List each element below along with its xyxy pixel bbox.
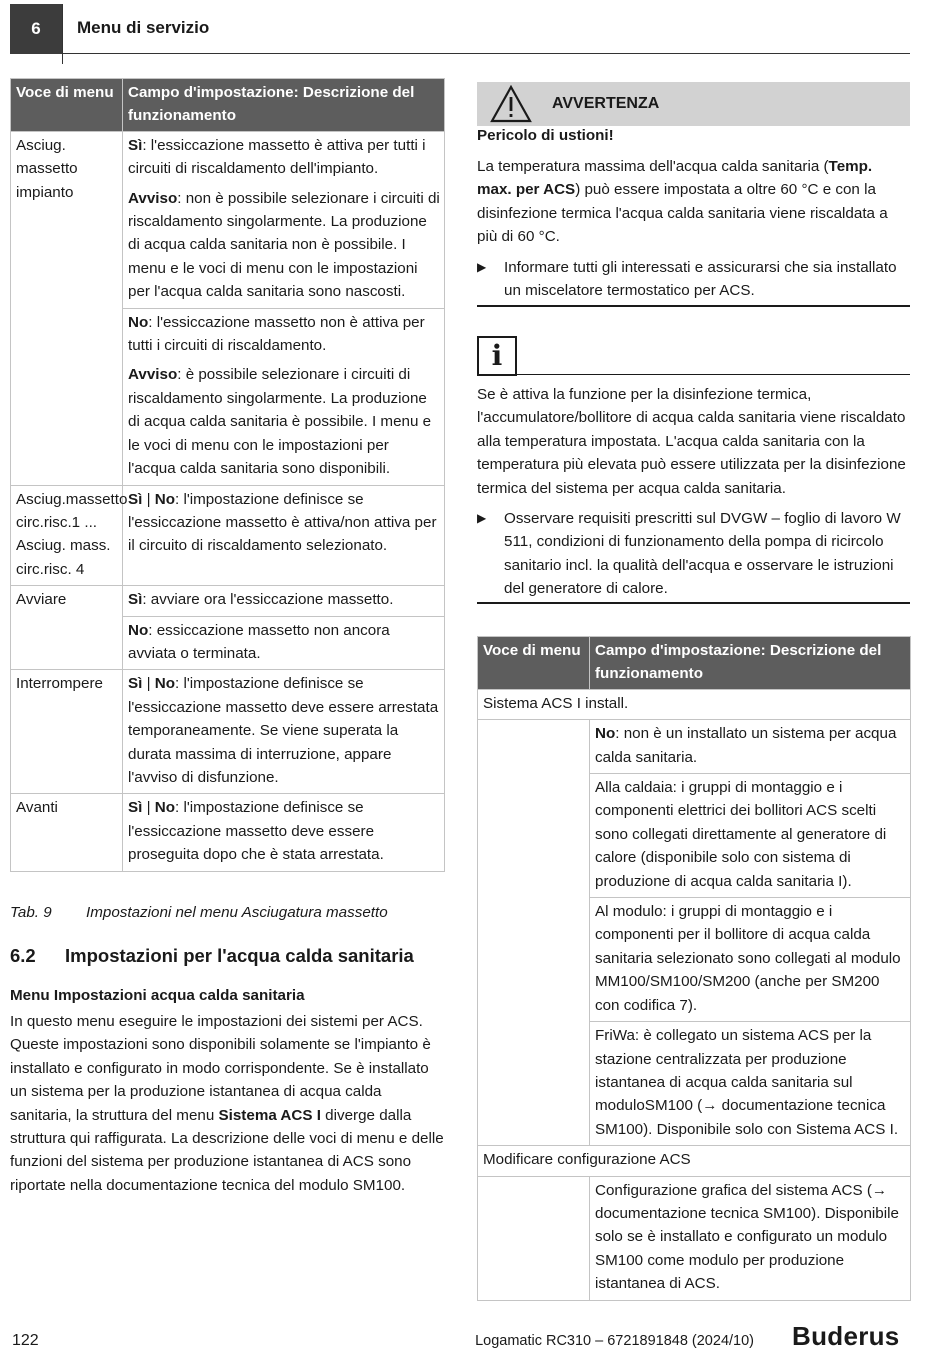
option-text: : l'impostazione definisce se l'essiccazione massetto è attiva/non attiva per il circuito di riscaldamento selezionato.: [128, 490, 437, 555]
warning-end-rule: [477, 305, 910, 307]
separator: |: [142, 799, 155, 817]
warning-text: [477, 155, 907, 249]
option-text: : non è un installato un sistema per acqua calda sanitaria.: [595, 725, 897, 766]
chapter-number: 6: [10, 4, 62, 54]
warning-triangle-icon: [490, 85, 532, 123]
warning-heading: Pericolo di ustioni!: [477, 127, 614, 144]
table-header-row: [478, 637, 911, 690]
warning-action-item: [477, 256, 910, 303]
table-caption-number: Tab. 9: [10, 904, 52, 921]
empty-cell: [478, 720, 590, 1146]
warning-banner: [477, 82, 910, 126]
description-cell: Al modulo: i gruppi di montaggio e i componenti per il bollitore di acqua calda sanitaria selezionato sono collegati al modulo MM100/SM100/SM200 (anche per SM200 con codifica 7).: [590, 898, 911, 1022]
action-text: Osservare requisiti prescritti sul DVGW – foglio di lavoro W 511, condizioni di funzionamento della pompa di ricircolo sanitario incl. la qualità dell'acqua e osservare le istruzioni del generatore di calore.: [504, 510, 901, 598]
menu-item-cell: Asciug. massetto impianto: [11, 131, 123, 485]
info-rule: [517, 374, 910, 375]
document-reference: Logamatic RC310 – 6721891848 (2024/10): [475, 1333, 754, 1349]
notice-label: Avviso: [128, 366, 178, 384]
section-body-text: [10, 1010, 444, 1197]
paragraph: [128, 187, 440, 304]
description-cell: [123, 794, 445, 871]
section-heading: [10, 944, 414, 967]
option-text: : l'impostazione definisce se l'essiccazione massetto deve essere arrestata temporaneamente. Se viene superata la durata massima di interruzione, appare l'avviso di disfunzione.: [128, 675, 439, 786]
option-text: : essiccazione massetto non ancora avviata o terminata.: [128, 621, 390, 662]
table-dhw-settings: [477, 636, 911, 1301]
info-icon: i: [477, 336, 517, 376]
subsection-heading: Menu Impostazioni acqua calda sanitaria: [10, 987, 305, 1004]
bullet-triangle-icon: ▶: [477, 260, 487, 274]
description-cell: [123, 616, 445, 670]
option-yes: Sì: [128, 675, 143, 693]
bullet-triangle-icon: ▶: [477, 511, 487, 525]
separator: |: [142, 490, 155, 508]
action-text: Informare tutti gli interessati e assicurarsi che sia installato un miscelatore termostatico per ACS.: [504, 259, 897, 300]
option-no: No: [595, 725, 616, 743]
table-group-row: [478, 1146, 911, 1176]
menu-item-cell: Sistema ACS I install.: [478, 689, 911, 719]
menu-item-cell: Asciug.massetto circ.risc.1 ... Asciug. mass. circ.risc. 4: [11, 485, 123, 586]
text-run: ) può essere impostata a oltre 60 °C e con la disinfezione termica l'acqua calda sanitaria viene riscaldata a più di 60 °C.: [477, 181, 888, 246]
paragraph: [128, 311, 440, 358]
page-title: Menu di servizio: [77, 18, 210, 37]
table-row: [11, 485, 445, 586]
warning-label: AVVERTENZA: [552, 95, 660, 112]
notice-text: : non è possibile selezionare i circuiti di riscaldamento singolarmente. La produzione di acqua calda sanitaria non è possibile. I menu e le voci di menu con le impostazioni per l'acqua calda sanitaria sono nascosti.: [128, 189, 440, 301]
header-rule: [62, 53, 910, 54]
column-header-menu-item: Voce di menu: [11, 79, 123, 132]
table-row: [11, 794, 445, 871]
column-header-description: Campo d'impostazione: Descrizione del funzionamento: [123, 79, 445, 132]
menu-item-cell: Avviare: [11, 586, 123, 670]
table-row: [11, 586, 445, 616]
notice-text: : è possibile selezionare i circuiti di riscaldamento singolarmente. La produzione di acqua calda sanitaria è possibile. I menu e le voci di menu con le impostazioni per l'acqua calda sanitaria sono disponibili.: [128, 366, 432, 478]
menu-item-cell: Modificare configurazione ACS: [478, 1146, 911, 1176]
description-cell: [123, 308, 445, 485]
table-row: [11, 670, 445, 794]
option-text: : l'essiccazione massetto è attiva per tutti i circuiti di riscaldamento dell'impianto.: [128, 136, 426, 178]
menu-reference: Sistema ACS I: [218, 1106, 321, 1124]
brand-logo: Buderus: [792, 1321, 900, 1351]
description-cell: [123, 586, 445, 616]
section-title: Impostazioni per l'acqua calda sanitaria: [65, 945, 414, 966]
column-header-description: Campo d'impostazione: Descrizione del funzionamento: [590, 637, 911, 690]
option-yes: Sì: [128, 591, 143, 609]
notice-label: Avviso: [128, 189, 178, 207]
section-number: 6.2: [10, 945, 36, 966]
option-yes: Sì: [128, 490, 143, 508]
option-no: No: [154, 490, 175, 508]
option-text: : l'impostazione definisce se l'essiccazione massetto deve essere proseguita dopo che è stata arrestata.: [128, 799, 384, 864]
paragraph: [128, 363, 440, 480]
table-caption-text: Impostazioni nel menu Asciugatura massetto: [86, 904, 388, 921]
table-row: [478, 1176, 911, 1300]
table-row: [478, 720, 911, 774]
option-text: : avviare ora l'essiccazione massetto.: [142, 591, 394, 609]
table-group-row: [478, 689, 911, 719]
option-no: No: [128, 313, 149, 331]
empty-cell: [478, 1176, 590, 1300]
info-action-item: [477, 507, 910, 601]
table-screed-drying-settings: [10, 78, 445, 872]
description-cell: [123, 485, 445, 586]
header-divider: [62, 4, 63, 64]
menu-item-cell: Avanti: [11, 794, 123, 871]
column-header-menu-item: Voce di menu: [478, 637, 590, 690]
table-row: [11, 131, 445, 308]
table-caption: [10, 901, 388, 924]
paragraph: [128, 134, 440, 181]
menu-item-cell: Interrompere: [11, 670, 123, 794]
text-run: diverge dalla struttura qui raffigurata. La descrizione delle voci di menu e delle funzioni del sistema per produzione istantanea di ACS sono riportate nella documentazione tecnica del modulo SM100.: [10, 1106, 444, 1194]
info-text: Se è attiva la funzione per la disinfezione termica, l'accumulatore/bollitore di acqua calda sanitaria viene riscaldato alla temperatura impostata. L'acqua calda sanitaria con la temperatura più elevata può essere utilizzata per la disinfezione termica del sistema per acqua calda sanitaria.: [477, 386, 906, 497]
info-end-rule: [477, 602, 910, 604]
menu-reference: Temp. max. per ACS: [477, 158, 873, 199]
description-cell: [590, 720, 911, 774]
description-cell: [123, 670, 445, 794]
description-cell: [123, 131, 445, 308]
separator: |: [142, 675, 155, 693]
table-header-row: [11, 79, 445, 132]
option-no: No: [128, 621, 149, 639]
option-text: : l'essiccazione massetto non è attiva per tutti i circuiti di riscaldamento.: [128, 313, 425, 355]
description-cell: FriWa: è collegato un sistema ACS per la stazione centralizzata per produzione istantanea di acqua calda sanitaria sul moduloSM100 (→ documentazione tecnica SM100). Disponibile solo con Sistema ACS I.: [590, 1022, 911, 1146]
page-number: 122: [12, 1332, 39, 1349]
option-yes: Sì: [128, 136, 143, 154]
description-cell: Configurazione grafica del sistema ACS (→ documentazione tecnica SM100). Disponibile solo se è installato e configurato un modulo SM100 come modulo per produzione istantanea di ACS.: [590, 1176, 911, 1300]
option-no: No: [154, 799, 175, 817]
text-run: La temperatura massima dell'acqua calda sanitaria (: [477, 158, 829, 175]
option-yes: Sì: [128, 799, 143, 817]
text-run: In questo menu eseguire le impostazioni dei sistemi per ACS. Queste impostazioni sono disponibili solamente se l'impianto è installato e configurato in modo corrispondente. Se è installato un sistema per la produzione istantanea di acqua calda sanitaria, la struttura del menu: [10, 1013, 431, 1124]
description-cell: Alla caldaia: i gruppi di montaggio e i componenti elettrici dei bollitori ACS scelti sono collegati direttamente al generatore di calore (disponibile solo con sistema di produzione di acqua calda sanitaria I).: [590, 774, 911, 898]
option-no: No: [154, 675, 175, 693]
